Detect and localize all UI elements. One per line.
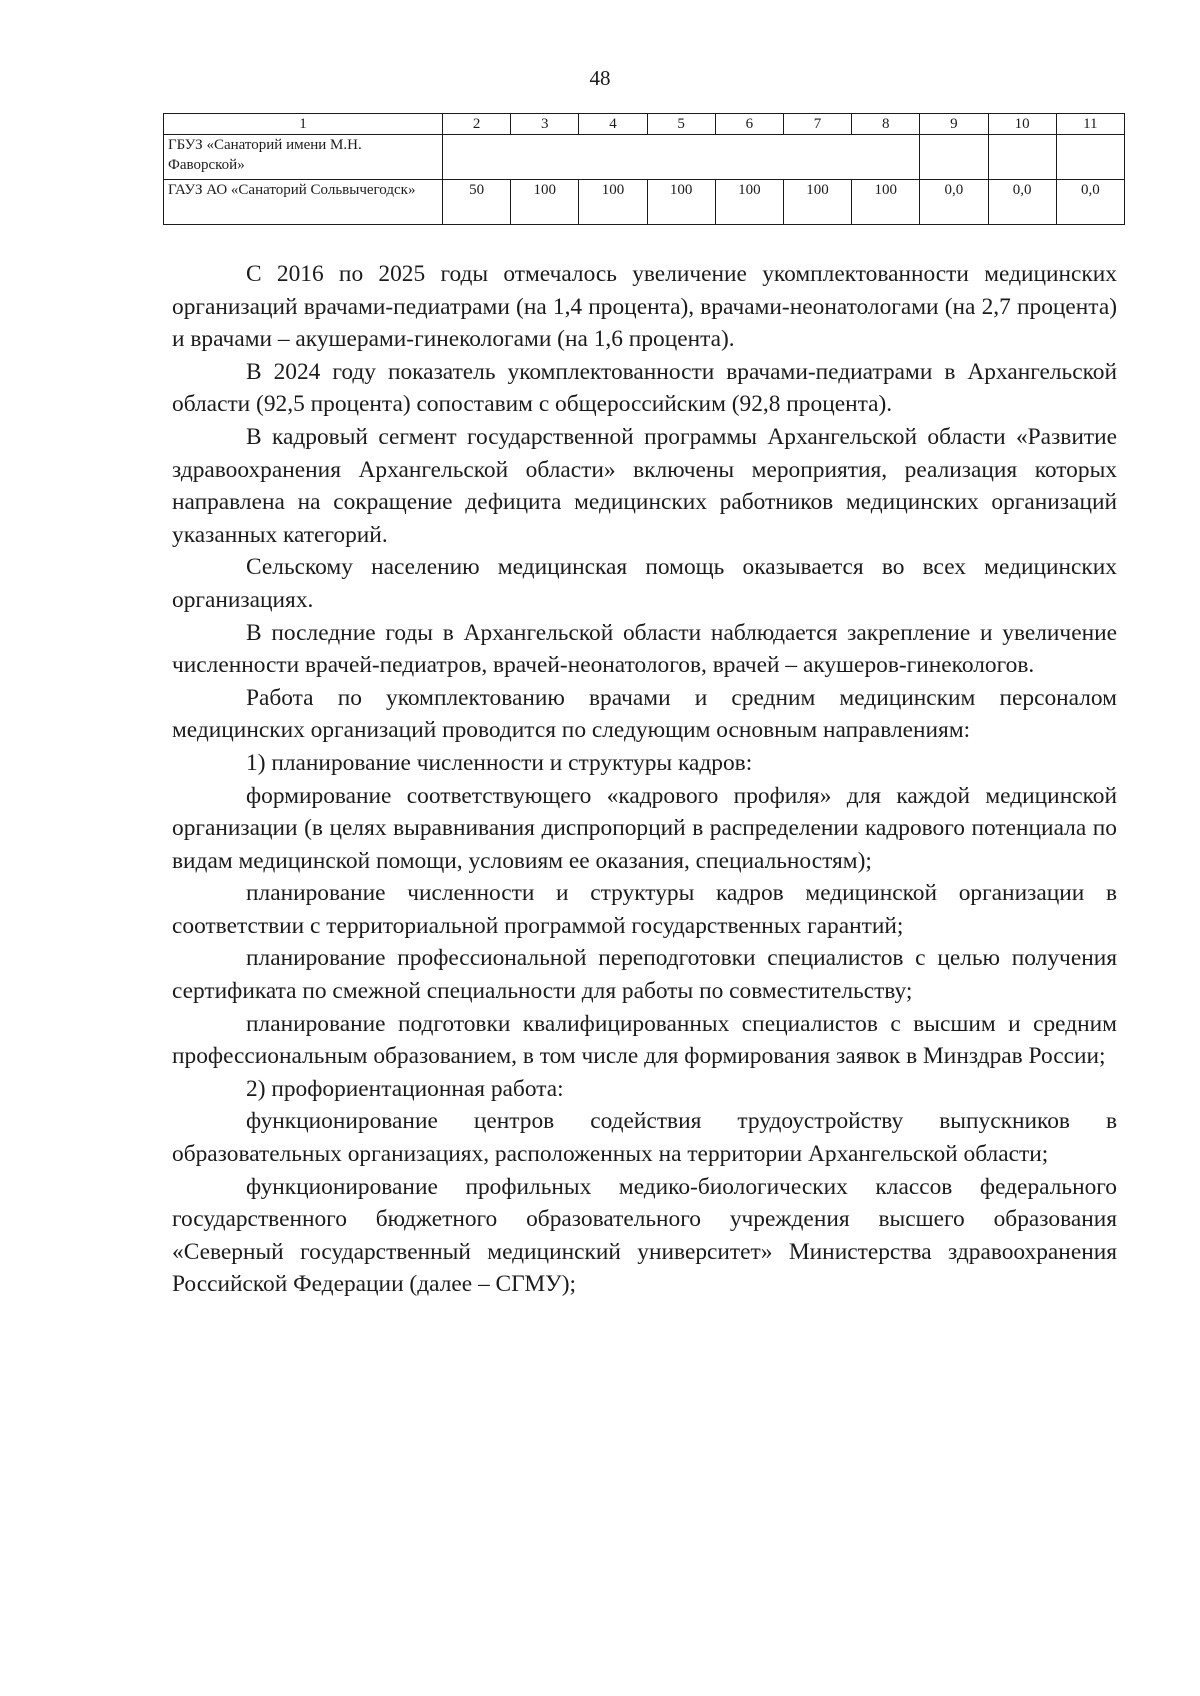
table-row (164, 135, 1125, 180)
column-number: 10 (988, 114, 1056, 135)
list-item: функционирование центров содействия трудоустройству выпускников в образовательных организациях, расположенных на территории Архангельской области; (172, 1108, 1117, 1168)
column-number: 6 (715, 114, 783, 135)
paragraph: В последние годы в Архангельской области наблюдается закрепление и увеличение численности врачей-педиатров, врачей-неонатологов, врачей – акушеров-гинекологов. (172, 619, 1117, 679)
table-header-row (164, 114, 1125, 135)
list-heading: 1) планирование численности и структуры кадров: (246, 749, 753, 776)
table-cell: 100 (511, 180, 579, 225)
table-cell: 0,0 (1056, 180, 1124, 225)
organization-name: ГАУЗ АО «Санаторий Сольвычегодск» (164, 180, 443, 225)
list-item: планирование профессиональной переподготовки специалистов с целью получения сертификата по смежной специальности для работы по совместительству; (172, 945, 1117, 1005)
table-cell (988, 135, 1056, 180)
column-number: 5 (647, 114, 715, 135)
list-item: планирование численности и структуры кадров медицинской организации в соответствии с территориальной программой государственных гарантий; (172, 880, 1117, 939)
column-number: 11 (1056, 114, 1124, 135)
page-number: 48 (589, 66, 611, 90)
column-number: 8 (852, 114, 920, 135)
table-cell: 100 (715, 180, 783, 225)
paragraph: Сельскому населению медицинская помощь оказывается во всех медицинских организациях. (172, 554, 1117, 613)
column-number: 7 (783, 114, 851, 135)
document-body (172, 258, 1117, 1301)
list-item: планирование подготовки квалифицированных специалистов с высшим и средним профессиональным образованием, в том числе для формирования заявок в Минздрав России; (172, 1010, 1117, 1070)
column-number: 1 (164, 114, 443, 135)
merged-empty-cell (443, 135, 920, 180)
column-number: 4 (579, 114, 647, 135)
table-cell (1056, 135, 1124, 180)
table-cell: 100 (783, 180, 851, 225)
column-number: 3 (511, 114, 579, 135)
table-cell: 50 (443, 180, 511, 225)
list-heading: 2) профориентационная работа: (246, 1075, 564, 1102)
table-cell: 100 (852, 180, 920, 225)
list-item: функционирование профильных медико-биологических классов федерального государственного бюджетного образовательного учреждения высшего образования «Северный государственный медицинский университет» Министерства здравоохранения Российской Федерации (далее – СГМУ); (172, 1173, 1117, 1298)
table-cell: 100 (647, 180, 715, 225)
paragraph: С 2016 по 2025 годы отмечалось увеличение укомплектованности медицинских организаций врачами-педиатрами (на 1,4 процента), врачами-неонатологами (на 2,7 процента) и врачами – акушерами-гинекологами (на 1,6 процента). (172, 261, 1117, 353)
organization-name: ГБУЗ «Санаторий имени М.Н. Фаворской» (164, 135, 443, 180)
table-cell: 100 (579, 180, 647, 225)
column-number: 2 (443, 114, 511, 135)
paragraph: Работа по укомплектованию врачами и средним медицинским персоналом медицинских организаций проводится по следующим основным направлениям: (172, 684, 1117, 744)
column-number: 9 (920, 114, 988, 135)
paragraph: В кадровый сегмент государственной программы Архангельской области «Развитие здравоохранения Архангельской области» включены мероприятия, реализация которых направлена на сокращение дефицита медицинских работников медицинских организаций указанных категорий. (172, 423, 1117, 548)
table-cell: 0,0 (920, 180, 988, 225)
paragraph: В 2024 году показатель укомплектованности врачами-педиатрами в Архангельской области (92,5 процента) сопоставим с общероссийским (92,8 процента). (172, 358, 1117, 418)
table-row (164, 180, 1125, 225)
list-item: формирование соответствующего «кадрового профиля» для каждой медицинской организации (в целях выравнивания диспропорций в распределении кадрового потенциала по видам медицинской помощи, условиям ее оказания, специальностям); (172, 782, 1117, 874)
staffing-table (163, 113, 1125, 225)
table-cell: 0,0 (988, 180, 1056, 225)
table-cell (920, 135, 988, 180)
